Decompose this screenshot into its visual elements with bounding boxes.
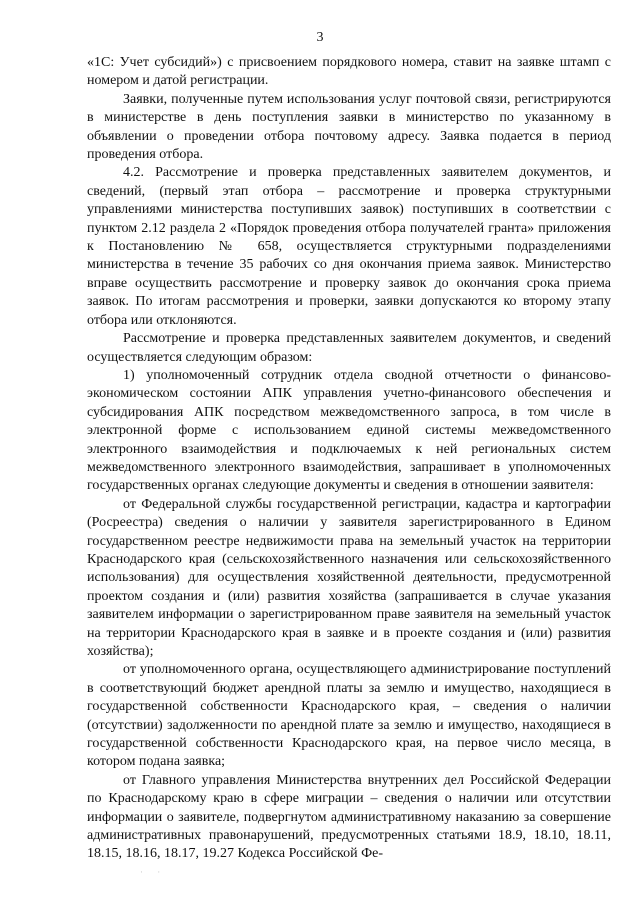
paragraph-mvd: от Главного управления Министерства внутренних дел Российской Федерации по Краснодарскому краю в сфере миграции – сведения о наличии или отсутствии информации о заявителе, подвергнутом административному наказанию за совершение административных правонарушений, предусмотренных статьями 18.9, 18.10, 18.11, 18.15, 18.16, 18.17, 19.27 Кодекса Российской Фе- <box>87 772 611 862</box>
paragraph-continuation: «1С: Учет субсидий») с присвоением порядкового номера, ставит на заявке штамп с номером и датой регистрации. <box>87 55 611 89</box>
page-number: 3 <box>316 30 324 45</box>
scan-marks: · · <box>140 867 167 877</box>
paragraph-item-1: 1) уполномоченный сотрудник отдела сводной отчетности о финансово-экономическом состоянии АПК управления учетно-финансового обеспечения и субсидирования АПК посредством межведомственного запроса, в том числе в электронной форме с использованием единой системы межведомственного электронного взаимодействия и подключаемых к ней региональных систем межведомственного электронного взаимодействия, запрашивает в уполномоченных государственных органах следующие документы и сведения в отношении заявителя: <box>87 367 611 494</box>
paragraph-section-4-2: 4.2. Рассмотрение и проверка представленных заявителем документов, и сведений, (первый этап отбора – рассмотрение и проверка структурными управлениями министерства поступивших заявок) поступивших в соответствии с пунктом 2.12 раздела 2 «Порядок проведения отбора получателей гранта» приложения к Постановлению № 658, осуществляется структурными подразделениями министерства в течение 35 рабочих со дня окончания приема заявок. Министерство вправе осуществить рассмотрение и проверку заявок до окончания срока приема заявок. По итогам рассмотрения и проверки, заявки допускаются ко второму этапу отбора или отклоняются. <box>87 165 611 328</box>
paragraph-authorized-body: от уполномоченного органа, осуществляющего администрирование поступлений в соответствующий бюджет арендной платы за землю и имущество, находящиеся в государственной собственности Краснодарского края, – сведения о наличии (отсутствии) задолженности по арендной плате за землю и имущество, находящиеся в государственной собственности Краснодарского края, на первое число месяца, в котором подана заявка; <box>87 662 611 770</box>
document-body <box>87 54 611 864</box>
paragraph-review-procedure: Рассмотрение и проверка представленных заявителем документов, и сведений осуществляется следующим образом: <box>87 331 611 365</box>
paragraph-rosreestr: от Федеральной службы государственной регистрации, кадастра и картографии (Росреестра) сведения о наличии у заявителя зарегистрированного в Едином государственном реестре недвижимости права на земельный участок на территории Краснодарского края (сельскохозяйственного назначения или сельскохозяйственного использования) для осуществления хозяйственной деятельности, предусмотренной проектом создания и (или) развития хозяйства (запрашивается в случае указания заявителем информации о зарегистрированном праве заявителя на земельный участок на территории Краснодарского края в заявке и в проекте создания и (или) развития хозяйства); <box>87 496 611 659</box>
paragraph-postal-applications: Заявки, полученные путем использования услуг почтовой связи, регистрируются в министерстве в день поступления заявки в министерство по указанному в объявлении о проведении отбора почтовому адресу. Заявка подается в период проведения отбора. <box>87 91 611 163</box>
